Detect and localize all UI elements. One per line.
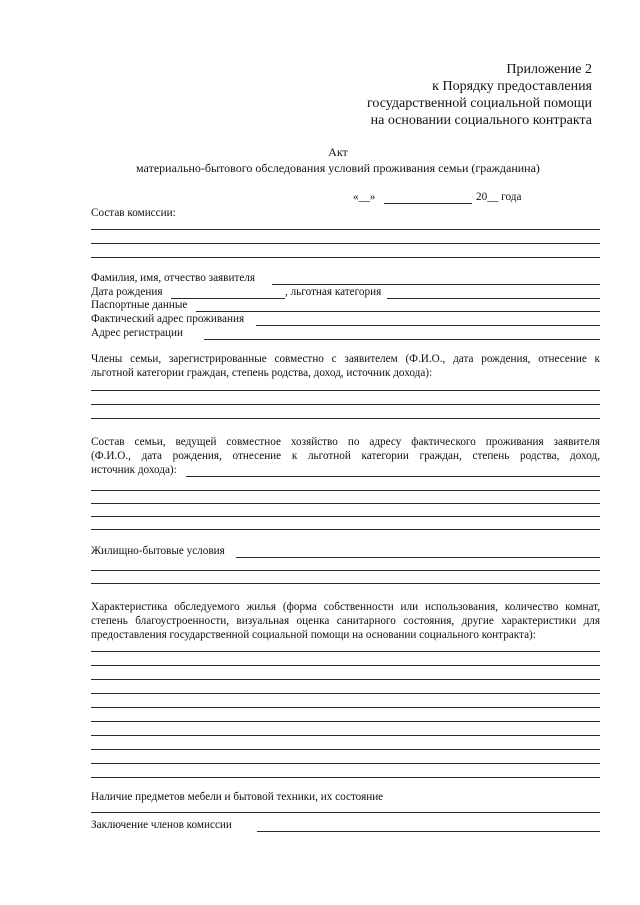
housing-fill-4 [91, 693, 600, 694]
commission-line-3 [91, 257, 600, 258]
household-line-2: (Ф.И.О., дата рождения, отнесение к льготной категории граждан, степень родства, доход, [91, 450, 600, 462]
housing-fill-1 [91, 651, 600, 652]
conclusion-line [257, 831, 600, 832]
housing-fill-5 [91, 707, 600, 708]
family-registered-line-1: Члены семьи, зарегистрированные совместно с заявителем (Ф.И.О., дата рождения, отнесение к [91, 353, 600, 365]
reg-address-line [204, 339, 600, 340]
appendix-line-1: Приложение 2 [506, 62, 592, 77]
date-month-line [384, 203, 472, 204]
housing-line-1: Характеристика обследуемого жилья (форма собственности или использования, количество комнат, [91, 601, 600, 613]
fio-label: Фамилия, имя, отчество заявителя [91, 272, 256, 284]
furniture-label: Наличие предметов мебели и бытовой техники, их состояние [91, 791, 384, 803]
category-label: , льготная категория [285, 286, 382, 298]
housing-line-2: степень благоустроенности, визуальная оценка санитарного состояния, другие характеристики для [91, 615, 600, 627]
birth-date-label: Дата рождения [91, 286, 163, 298]
commission-label: Состав комиссии: [91, 207, 176, 219]
category-line [387, 298, 600, 299]
household-fill-1 [91, 490, 600, 491]
passport-label: Паспортные данные [91, 299, 188, 311]
living-conditions-label: Жилищно-бытовые условия [91, 545, 225, 557]
housing-fill-6 [91, 721, 600, 722]
family-registered-line-2: льготной категории граждан, степень родства, доход, источник дохода): [91, 367, 433, 379]
conclusion-label: Заключение членов комиссии [91, 819, 232, 831]
household-line-1: Состав семьи, ведущей совместное хозяйство по адресу фактического проживания заявителя [91, 436, 600, 448]
family-registered-fill-1 [91, 390, 600, 391]
actual-address-label: Фактический адрес проживания [91, 313, 245, 325]
commission-line-2 [91, 243, 600, 244]
appendix-line-2: к Порядку предоставления [432, 79, 592, 94]
act-title: Акт [328, 145, 348, 159]
appendix-line-4: на основании социального контракта [370, 113, 592, 128]
birth-date-line [171, 298, 285, 299]
housing-fill-9 [91, 763, 600, 764]
living-conditions-line-2 [91, 583, 600, 584]
living-conditions-line-1 [91, 570, 600, 571]
appendix-line-3: государственной социальной помощи [366, 96, 592, 111]
living-conditions-line-0 [236, 557, 600, 558]
household-fill-2 [91, 503, 600, 504]
actual-address-line [256, 325, 600, 326]
family-registered-fill-3 [91, 418, 600, 419]
household-line-3: источник дохода): [91, 464, 177, 476]
housing-fill-7 [91, 735, 600, 736]
housing-fill-2 [91, 665, 600, 666]
furniture-line [91, 812, 600, 813]
commission-line-1 [91, 229, 600, 230]
household-fill-4 [91, 529, 600, 530]
date-day: «__» [353, 191, 376, 203]
housing-fill-10 [91, 777, 600, 778]
date-year: 20__ года [476, 191, 522, 203]
family-registered-fill-2 [91, 404, 600, 405]
housing-fill-8 [91, 749, 600, 750]
housing-fill-3 [91, 679, 600, 680]
housing-line-3: предоставления государственной социальной помощи на основании социального контракта): [91, 629, 536, 641]
household-fill-3 [91, 516, 600, 517]
fio-line [272, 284, 600, 285]
reg-address-label: Адрес регистрации [91, 327, 184, 339]
passport-line [196, 311, 600, 312]
act-subtitle: материально-бытового обследования условий проживания семьи (гражданина) [136, 161, 540, 175]
household-fill-0 [186, 476, 600, 477]
